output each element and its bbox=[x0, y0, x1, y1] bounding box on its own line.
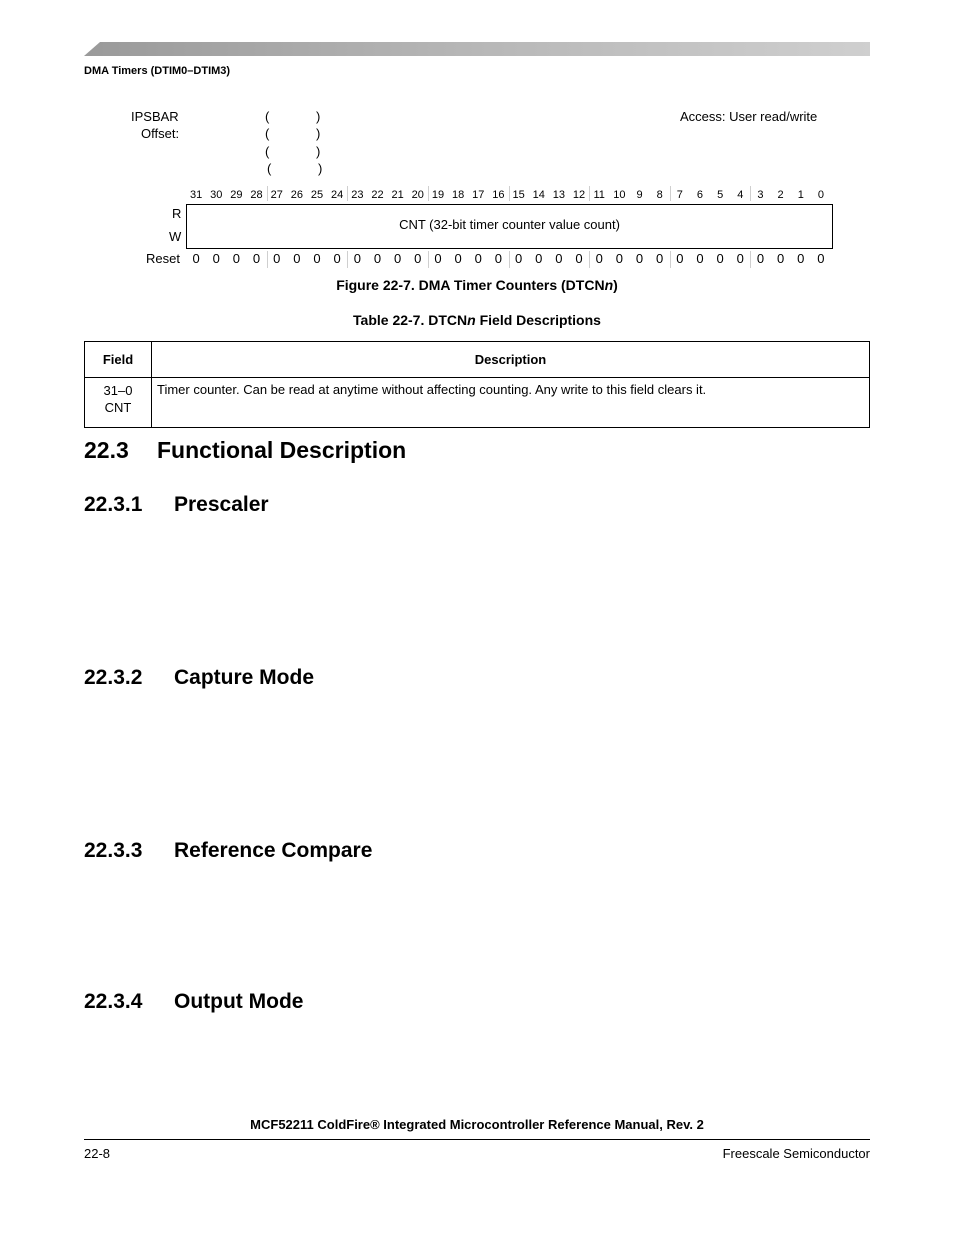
offset-close-paren: ) bbox=[316, 126, 321, 141]
offset-close-paren: ) bbox=[318, 161, 323, 176]
nibble-divider bbox=[267, 186, 268, 201]
bit-number: 0 bbox=[817, 189, 824, 201]
bit-number: 16 bbox=[492, 189, 505, 201]
reset-bit-value: 0 bbox=[414, 251, 422, 266]
publisher: Freescale Semiconductor bbox=[722, 1146, 870, 1161]
reset-bit-value: 0 bbox=[373, 251, 382, 266]
bit-number: 3 bbox=[757, 189, 764, 201]
table-header-row bbox=[85, 342, 870, 378]
subsection-heading bbox=[84, 839, 372, 863]
field-description-table bbox=[84, 341, 870, 428]
footer-rule bbox=[84, 1139, 870, 1140]
bit-number: 12 bbox=[572, 189, 586, 201]
bit-number: 17 bbox=[472, 189, 485, 201]
bit-number: 13 bbox=[552, 189, 566, 201]
reset-bit-value: 0 bbox=[696, 251, 704, 266]
section-number: 22.3 bbox=[84, 437, 129, 463]
offset-open-paren: ( bbox=[265, 144, 270, 159]
cnt-field-label: CNT (32-bit timer counter value count) bbox=[399, 217, 620, 232]
subsection-heading bbox=[84, 493, 269, 517]
reset-bit-value: 0 bbox=[212, 251, 220, 266]
reset-bit-value: 0 bbox=[776, 251, 785, 266]
reset-bit-value: 0 bbox=[595, 251, 603, 266]
bit-number: 25 bbox=[310, 189, 324, 201]
reset-nibble-divider bbox=[509, 251, 510, 268]
table-row bbox=[85, 378, 870, 428]
reset-bit-value: 0 bbox=[273, 251, 281, 266]
section-title: Output Mode bbox=[174, 990, 304, 1013]
subsection-heading bbox=[84, 666, 314, 690]
description-column-header: Description bbox=[152, 342, 870, 378]
reset-nibble-divider bbox=[267, 251, 268, 268]
bit-number: 27 bbox=[270, 189, 283, 201]
bit-number: 5 bbox=[717, 189, 724, 201]
reset-bit-value: 0 bbox=[454, 251, 462, 266]
bit-number: 26 bbox=[290, 189, 303, 201]
section-number: 22.3.4 bbox=[84, 990, 143, 1013]
description-cell: Timer counter. Can be read at anytime without affecting counting. Any write to this field clears it. bbox=[152, 378, 870, 428]
bit-number: 11 bbox=[593, 189, 605, 201]
register-field-box bbox=[186, 204, 833, 249]
bit-number: 8 bbox=[656, 189, 663, 201]
reset-bit-value: 0 bbox=[192, 251, 200, 266]
reset-nibble-divider bbox=[670, 251, 671, 268]
reset-bit-value: 0 bbox=[394, 251, 402, 266]
offset-open-paren: ( bbox=[265, 126, 270, 141]
bit-number: 15 bbox=[512, 189, 525, 201]
reset-nibble-divider bbox=[589, 251, 590, 268]
offset-open-paren: ( bbox=[267, 161, 272, 176]
reset-bit-value: 0 bbox=[555, 251, 563, 266]
nibble-divider bbox=[428, 186, 429, 201]
section-title: Capture Mode bbox=[174, 666, 315, 689]
running-head: DMA Timers (DTIM0–DTIM3) bbox=[84, 65, 231, 77]
reset-bit-value: 0 bbox=[756, 251, 765, 266]
bit-number: 9 bbox=[636, 189, 643, 201]
figure-caption: Figure 22-7. DMA Timer Counters (DTCNn) bbox=[336, 277, 618, 293]
reset-bit-value: 0 bbox=[353, 251, 361, 266]
reset-bit-value: 0 bbox=[635, 251, 644, 266]
bit-number: 14 bbox=[532, 189, 545, 201]
reset-bit-value: 0 bbox=[736, 251, 744, 266]
bit-number: 30 bbox=[210, 189, 223, 201]
section-title: Prescaler bbox=[174, 493, 269, 516]
reset-bit-value: 0 bbox=[797, 251, 805, 266]
field-cell bbox=[85, 378, 152, 428]
nibble-divider bbox=[750, 186, 751, 201]
bit-number: 23 bbox=[351, 189, 364, 201]
reset-bit-value: 0 bbox=[716, 251, 724, 266]
bit-number: 4 bbox=[737, 189, 744, 201]
reset-nibble-divider bbox=[428, 251, 429, 268]
bit-number: 19 bbox=[431, 189, 445, 201]
section-heading bbox=[84, 437, 406, 464]
reset-bit-value: 0 bbox=[313, 251, 321, 266]
field-bits: 31–0 bbox=[103, 383, 133, 398]
offset-close-paren: ) bbox=[316, 109, 321, 124]
field-column-header: Field bbox=[85, 342, 152, 378]
reset-bit-value: 0 bbox=[615, 251, 623, 266]
section-number: 22.3.3 bbox=[84, 839, 143, 862]
header-bar bbox=[84, 42, 870, 56]
reset-bit-value: 0 bbox=[535, 251, 543, 266]
reset-bit-value: 0 bbox=[252, 251, 261, 266]
reset-label: Reset bbox=[146, 251, 180, 266]
reset-nibble-divider bbox=[347, 251, 348, 268]
nibble-divider bbox=[589, 186, 590, 201]
ipsbar-label: IPSBAR bbox=[131, 109, 179, 124]
reset-bit-value: 0 bbox=[514, 251, 523, 266]
section-title: Functional Description bbox=[157, 437, 407, 463]
subsection-heading bbox=[84, 990, 303, 1014]
reset-bit-value: 0 bbox=[575, 251, 583, 266]
bit-number: 6 bbox=[696, 189, 704, 201]
reset-bit-value: 0 bbox=[474, 251, 482, 266]
bit-number: 10 bbox=[613, 189, 626, 201]
reset-bit-value: 0 bbox=[817, 251, 825, 266]
bit-number: 28 bbox=[250, 189, 263, 201]
reset-bit-value: 0 bbox=[676, 251, 684, 266]
reset-nibble-divider bbox=[750, 251, 751, 268]
section-title: Reference Compare bbox=[174, 839, 373, 862]
bit-number: 2 bbox=[777, 189, 784, 201]
bit-number: 29 bbox=[230, 189, 243, 201]
access-label: Access: User read/write bbox=[680, 109, 818, 124]
field-name: CNT bbox=[104, 400, 132, 415]
bit-number: 18 bbox=[451, 189, 465, 201]
bit-number: 7 bbox=[676, 189, 683, 201]
reset-bit-value: 0 bbox=[232, 251, 240, 266]
bit-number: 20 bbox=[411, 189, 424, 201]
reset-bit-value: 0 bbox=[656, 251, 664, 266]
nibble-divider bbox=[347, 186, 348, 201]
bit-number: 1 bbox=[797, 189, 804, 201]
nibble-divider bbox=[670, 186, 671, 201]
bit-number: 31 bbox=[189, 189, 203, 201]
nibble-divider bbox=[509, 186, 510, 201]
reset-bit-value: 0 bbox=[333, 251, 341, 266]
offset-close-paren: ) bbox=[316, 144, 321, 159]
table-caption: Table 22-7. DTCNn Field Descriptions bbox=[353, 312, 601, 328]
reset-bit-value: 0 bbox=[293, 251, 301, 266]
section-number: 22.3.1 bbox=[84, 493, 143, 516]
footer-title: MCF52211 ColdFire® Integrated Microcontroller Reference Manual, Rev. 2 bbox=[250, 1117, 704, 1132]
bit-number: 24 bbox=[331, 189, 344, 201]
reset-bit-value: 0 bbox=[434, 251, 442, 266]
offset-open-paren: ( bbox=[265, 109, 270, 124]
bit-number: 21 bbox=[391, 189, 404, 201]
write-label: W bbox=[169, 229, 182, 244]
section-number: 22.3.2 bbox=[84, 666, 143, 689]
page-number: 22-8 bbox=[84, 1146, 111, 1161]
offset-label: Offset: bbox=[141, 126, 180, 141]
read-label: R bbox=[172, 206, 182, 221]
bit-number: 22 bbox=[371, 189, 384, 201]
reset-bit-value: 0 bbox=[494, 251, 503, 266]
